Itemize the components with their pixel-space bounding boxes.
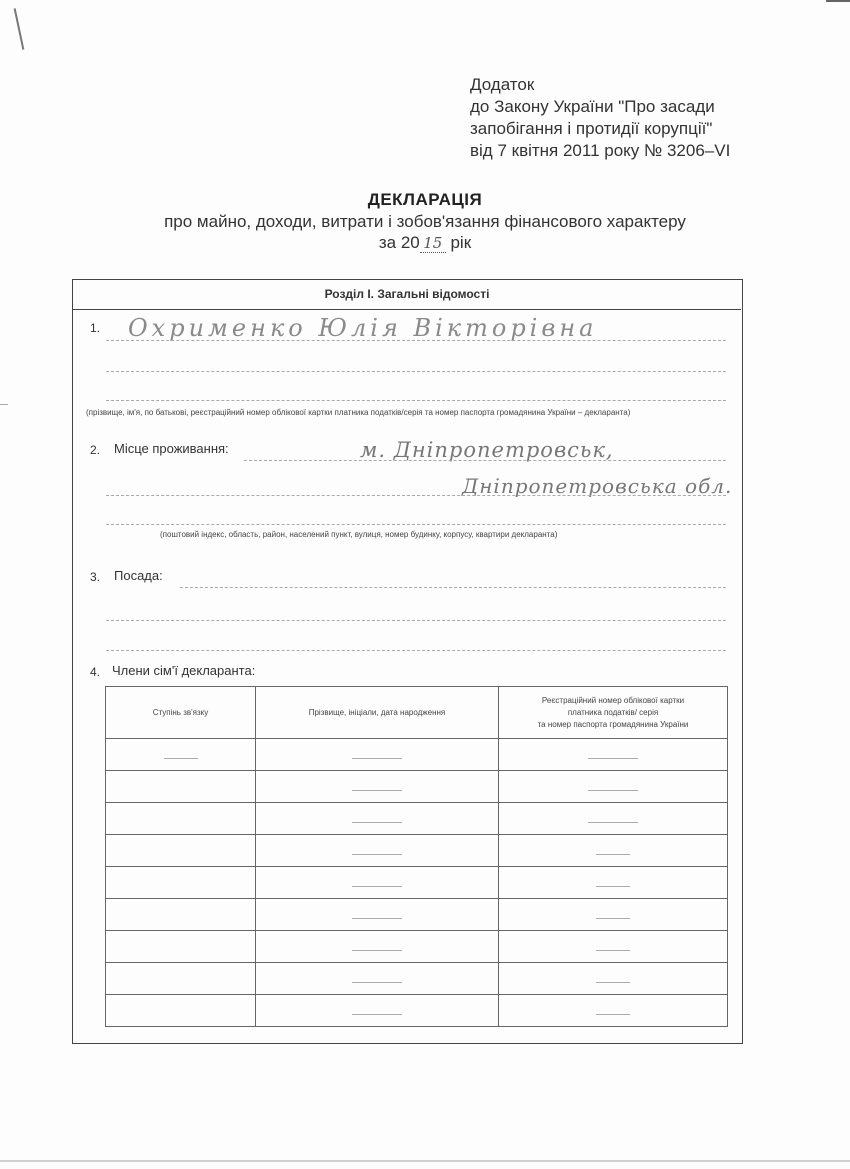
scan-edge — [0, 404, 8, 405]
table-row — [106, 771, 728, 803]
blank-dash — [352, 886, 402, 887]
blank-dash — [352, 822, 402, 823]
scan-mark — [826, 0, 850, 2]
blank-dash — [596, 886, 630, 887]
blank-dash — [352, 854, 402, 855]
fill-line — [106, 495, 726, 496]
table-row — [106, 931, 728, 963]
field-label: Члени сім'ї декларанта: — [112, 663, 256, 678]
family-members-table — [105, 686, 728, 1027]
column-header-tax-id — [499, 687, 728, 739]
table-row — [106, 803, 728, 835]
table-row — [106, 899, 728, 931]
fill-line — [244, 460, 726, 461]
scan-mark — [14, 8, 25, 49]
blank-dash — [588, 758, 638, 759]
appendix-reference — [470, 74, 730, 162]
blank-dash — [164, 758, 198, 759]
item-number: 2. — [90, 443, 101, 457]
column-header-line: та номер паспорта громадянина України — [537, 719, 689, 729]
column-header-name: Прізвище, ініціали, дата народження — [256, 687, 499, 739]
blank-dash — [352, 1014, 402, 1015]
fill-line — [180, 587, 726, 588]
blank-dash — [588, 822, 638, 823]
table-row — [106, 867, 728, 899]
field-caption: (поштовий індекс, область, район, населений пункт, вулиця, номер будинку, корпусу, квартири декларанта) — [160, 530, 558, 539]
field-caption: (прізвище, ім'я, по батькові, реєстраційний номер облікової картки платника податків/серія та номер паспорта громадянина України – декларанта) — [86, 408, 631, 417]
table-row — [106, 963, 728, 995]
column-header-line: Реєстраційний номер облікової картки — [541, 695, 685, 705]
fill-line — [106, 400, 726, 401]
fill-line — [106, 371, 726, 372]
table-row — [106, 739, 728, 771]
table-row — [106, 835, 728, 867]
blank-dash — [596, 918, 630, 919]
fill-line — [106, 524, 726, 525]
year-prefix: за 20 — [378, 233, 420, 252]
fill-line — [106, 650, 726, 651]
handwritten-name: Охрименко Юлія Вікторівна — [128, 314, 598, 342]
blank-dash — [588, 790, 638, 791]
year-suffix: рік — [450, 233, 472, 252]
blank-dash — [352, 950, 402, 951]
item-number: 3. — [90, 570, 101, 584]
fill-line — [106, 620, 726, 621]
document-subtitle: про майно, доходи, витрати і зобов'язання фінансового характеру — [164, 212, 686, 231]
field-label: Місце проживання: — [114, 441, 229, 456]
handwritten-address-line2: Дніпропетровська обл. — [462, 474, 733, 498]
section-header: Розділ І. Загальні відомості — [73, 280, 741, 310]
fill-line — [106, 340, 726, 341]
blank-dash — [352, 790, 402, 791]
field-label: Посада: — [114, 568, 163, 583]
appendix-line: Додаток — [470, 75, 535, 94]
appendix-line: запобігання і протидії корупції" — [470, 119, 713, 138]
item-number: 1. — [90, 321, 101, 335]
blank-dash — [596, 950, 630, 951]
year-handwritten: 15 — [420, 234, 446, 253]
blank-dash — [596, 982, 630, 983]
item-number: 4. — [90, 665, 101, 679]
handwritten-address-line1: м. Дніпропетровськ, — [360, 438, 614, 462]
column-header-relation: Ступінь зв'язку — [106, 687, 256, 739]
table-row — [106, 995, 728, 1027]
blank-dash — [352, 982, 402, 983]
document-title: ДЕКЛАРАЦІЯ — [367, 190, 483, 209]
blank-dash — [352, 758, 402, 759]
appendix-line: до Закону України "Про засади — [470, 97, 715, 116]
document-year — [0, 233, 850, 253]
scan-edge — [0, 1160, 850, 1162]
blank-dash — [352, 918, 402, 919]
appendix-line: від 7 квітня 2011 року № 3206–VI — [470, 141, 731, 160]
table-header-row — [106, 687, 728, 739]
blank-dash — [596, 1014, 630, 1015]
blank-dash — [596, 854, 630, 855]
column-header-line: платника податків/ серія — [567, 707, 659, 717]
